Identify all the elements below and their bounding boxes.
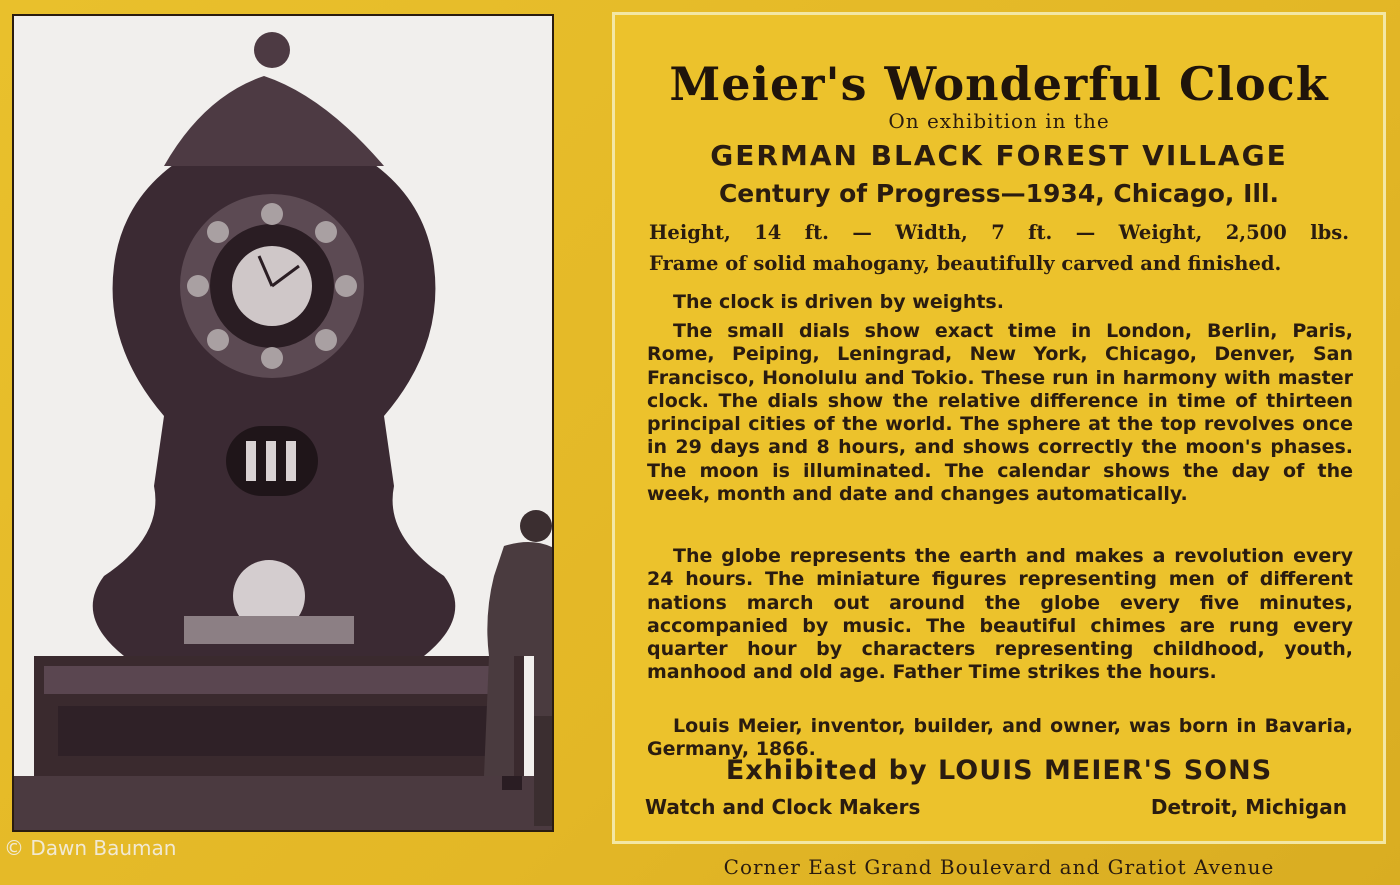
text-panel [612, 12, 1386, 844]
footer-makers: Watch and Clock Makers [645, 795, 921, 819]
photo-watermark: © Dawn Bauman [4, 836, 177, 860]
paragraph-inventor: Louis Meier, inventor, builder, and owner, was born in Bavaria, Germany, 1866. [647, 715, 1353, 761]
clock-photo [12, 14, 554, 832]
exhibited-by: Exhibited by LOUIS MEIER'S SONS [725, 755, 1273, 786]
century-heading: Century of Progress—1934, Chicago, Ill. [718, 179, 1280, 208]
paragraph-weights: The clock is driven by weights. [673, 291, 1004, 313]
dimensions-line: Height, 14 ft. — Width, 7 ft. — Weight, 2,500 lbs. [649, 221, 1349, 244]
village-heading: GERMAN BLACK FOREST VILLAGE [710, 139, 1288, 172]
frame-line: Frame of solid mahogany, beautifully carved and finished. [649, 252, 1282, 275]
card-title: Meier's Wonderful Clock [669, 57, 1329, 111]
address-line: Corner East Grand Boulevard and Gratiot Avenue [723, 855, 1275, 879]
clock-illustration-icon [14, 16, 554, 832]
on-exhibition-text: On exhibition in the [888, 109, 1110, 133]
paragraph-globe: The globe represents the earth and makes a revolution every 24 hours. The miniature figures representing men of different nations march out around the globe every five minutes, accompanied by music. The beautiful chimes are rung every quarter hour by characters representing childhood, youth, manhood and old age. Father Time strikes the hours. [647, 545, 1353, 684]
paragraph-dials: The small dials show exact time in London, Berlin, Paris, Rome, Peiping, Leningrad, New York, Chicago, Denver, San Francisco, Honolulu and Tokio. These run in harmony with master clock. The dials show the relative difference in time of thirteen principal cities of the world. The sphere at the top revolves once in 29 days and 8 hours, and shows correctly the moon's phases. The moon is illuminated. The calendar shows the day of the week, month and date and changes automatically. [647, 320, 1353, 506]
footer-location: Detroit, Michigan [1150, 795, 1347, 819]
